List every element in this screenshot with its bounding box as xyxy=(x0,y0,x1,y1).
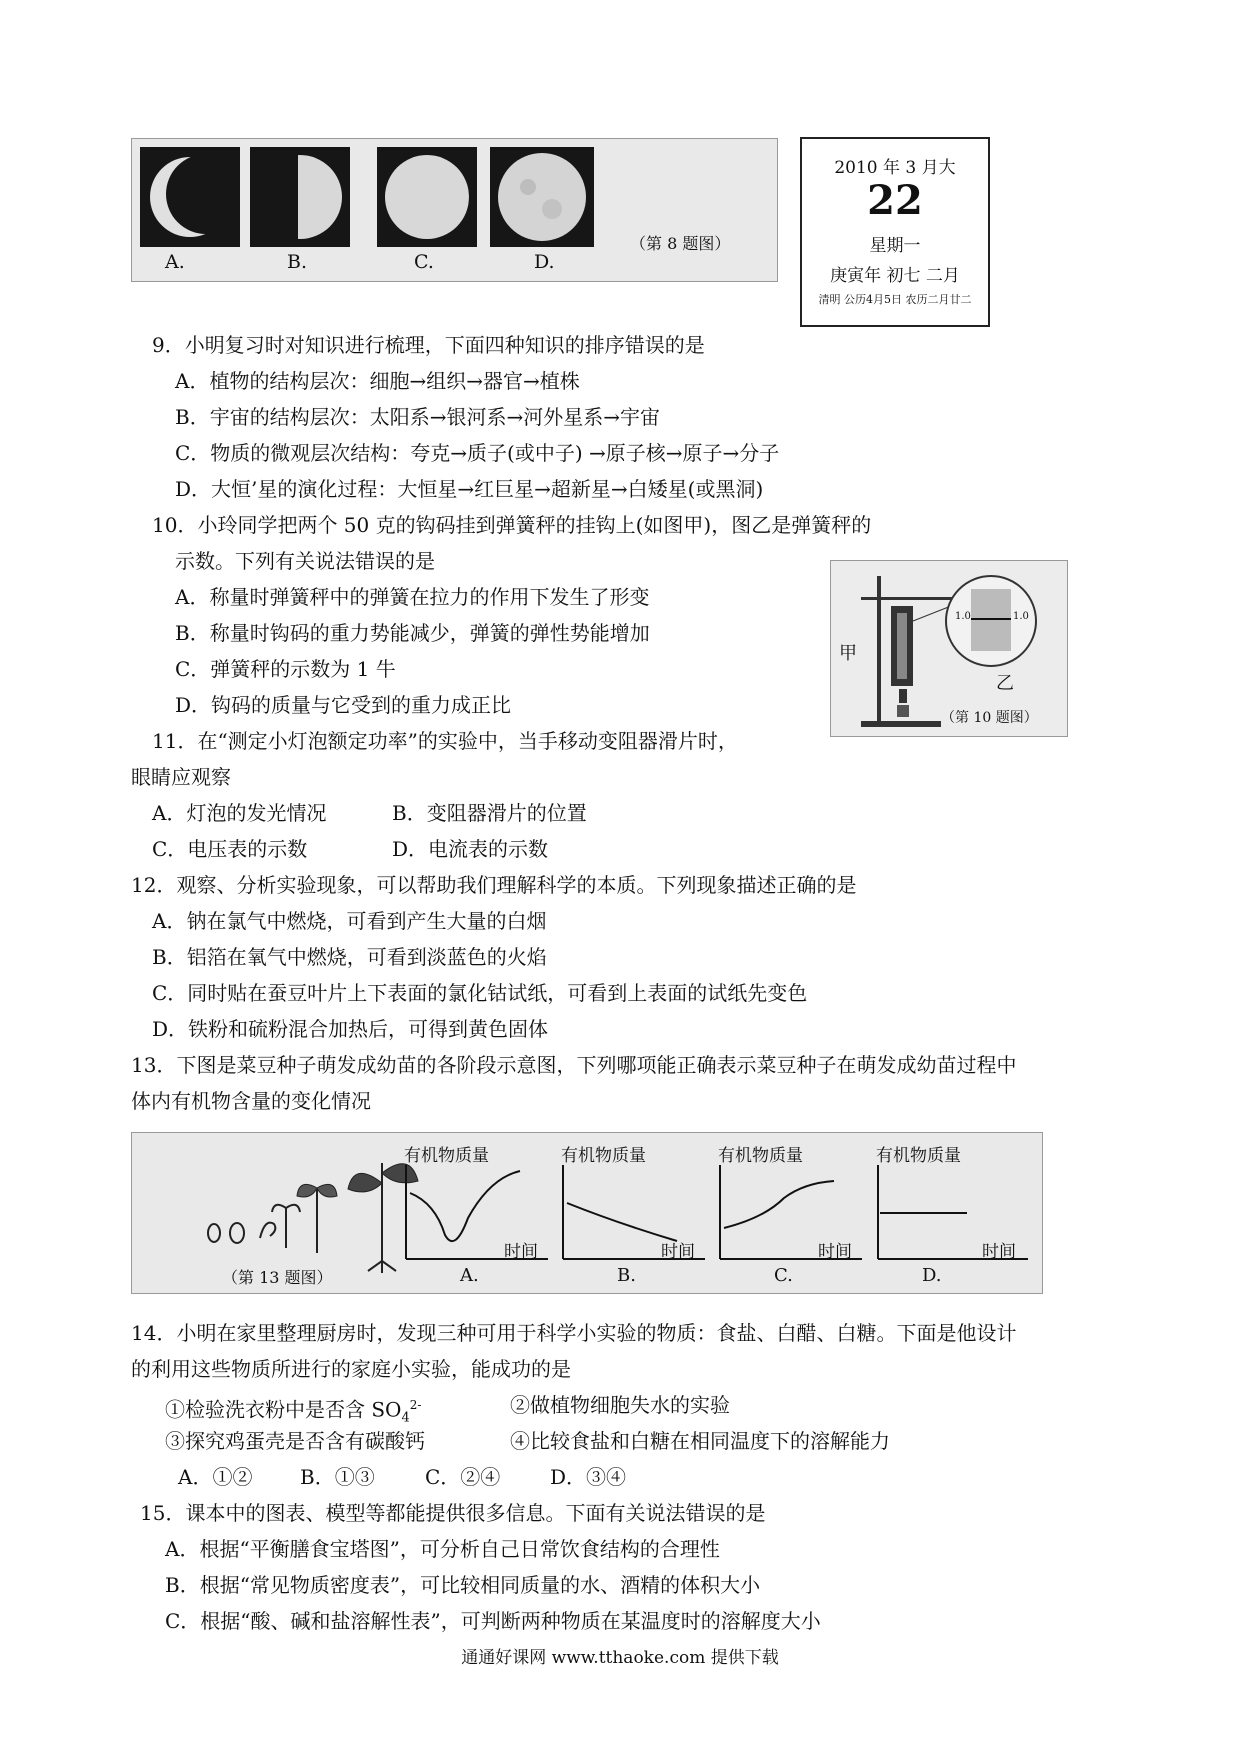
moon-label-d: D. xyxy=(534,251,555,273)
q13-stem-line2: 体内有机物含量的变化情况 xyxy=(131,1089,371,1113)
q10-stem-line1: 10．小玲同学把两个 50 克的钩码挂到弹簧秤的挂钩上(如图甲)，图乙是弹簧秤的 xyxy=(152,513,872,537)
q14-stem-line1: 14．小明在家里整理厨房时，发现三种可用于科学小实验的物质：食盐、白醋、白糖。下面是他设计 xyxy=(131,1321,1017,1345)
q15-option-b: B．根据“常见物质密度表”，可比较相同质量的水、酒精的体积大小 xyxy=(165,1573,761,1597)
chart-b-label: B. xyxy=(617,1265,636,1286)
chart-d-xlabel: 时间 xyxy=(982,1242,1016,1262)
calendar-day: 22 xyxy=(867,177,923,224)
q14-item-1 xyxy=(165,1392,421,1432)
q11-option-c: C．电压表的示数 xyxy=(152,837,308,861)
q11-stem-line2: 眼睛应观察 xyxy=(131,765,231,789)
q14-item-1-sup: 2- xyxy=(409,1398,422,1412)
calendar-lunar: 庚寅年 初七 二月 xyxy=(830,266,960,286)
chart-b-xlabel: 时间 xyxy=(661,1242,695,1262)
chart-a-xlabel: 时间 xyxy=(504,1242,538,1262)
crescent-moon-icon xyxy=(140,147,240,247)
chart-d-ylabel: 有机物质量 xyxy=(876,1146,961,1166)
q15-option-c: C．根据“酸、碱和盐溶解性表”，可判断两种物质在某温度时的溶解度大小 xyxy=(165,1609,821,1633)
chart-c xyxy=(714,1141,864,1289)
fig10-label-yi: 乙 xyxy=(996,673,1014,694)
q10-option-a: A．称量时弹簧秤中的弹簧在拉力的作用下发生了形变 xyxy=(175,585,650,609)
figure-8-moon-phases xyxy=(131,138,778,282)
figure-10-caption: （第 10 题图） xyxy=(941,710,1038,726)
q14-item-2: ②做植物细胞失水的实验 xyxy=(510,1393,730,1417)
q14-item-1-text: ①检验洗衣粉中是否含 SO xyxy=(165,1397,402,1422)
calendar-note: 清明 公历4月5日 农历二月廿二 xyxy=(818,293,972,306)
q9-option-b: B．宇宙的结构层次：太阳系→银河系→河外星系→宇宙 xyxy=(175,405,660,429)
chart-b-ylabel: 有机物质量 xyxy=(561,1146,646,1166)
chart-c-label: C. xyxy=(774,1265,793,1286)
moon-phase-a-image xyxy=(140,147,240,247)
q14-choice-c: C．②④ xyxy=(425,1465,501,1489)
q10-option-c: C．弹簧秤的示数为 1 牛 xyxy=(175,657,396,681)
chart-a xyxy=(400,1141,550,1289)
moon-label-c: C. xyxy=(414,251,434,273)
q9-stem: 9．小明复习时对知识进行梳理，下面四种知识的排序错误的是 xyxy=(152,333,705,357)
moon-phase-c-image xyxy=(377,147,477,247)
chart-c-ylabel: 有机物质量 xyxy=(718,1146,803,1166)
q9-option-c: C．物质的微观层次结构：夸克→质子(或中子) →原子核→原子→分子 xyxy=(175,441,780,465)
q14-stem-line2: 的利用这些物质所进行的家庭小实验，能成功的是 xyxy=(131,1357,571,1381)
chart-c-xlabel: 时间 xyxy=(818,1242,852,1262)
q14-choice-d: D．③④ xyxy=(550,1465,627,1489)
q10-option-d: D．钩码的质量与它受到的重力成正比 xyxy=(175,693,512,717)
calendar-weekday: 星期一 xyxy=(869,236,921,256)
q14-choice-b: B．①③ xyxy=(300,1465,375,1489)
q12-stem: 12．观察、分析实验现象，可以帮助我们理解科学的本质。下列现象描述正确的是 xyxy=(131,873,857,897)
chart-d xyxy=(872,1141,1032,1289)
calendar-page xyxy=(800,137,990,327)
figure-10-spring-scale xyxy=(830,560,1068,737)
moon-label-a: A. xyxy=(165,251,185,273)
q11-option-a: A．灯泡的发光情况 xyxy=(152,801,327,825)
fig10-scale-right: 1.0 xyxy=(1013,611,1029,622)
q12-option-c: C．同时贴在蚕豆叶片上下表面的氯化钴试纸，可看到上表面的试纸先变色 xyxy=(152,981,808,1005)
q13-stem-line1: 13．下图是菜豆种子萌发成幼苗的各阶段示意图，下列哪项能正确表示菜豆种子在萌发成幼苗过程中 xyxy=(131,1053,1017,1077)
q12-option-d: D．铁粉和硫粉混合加热后，可得到黄色固体 xyxy=(152,1017,549,1041)
moon-phase-b-image xyxy=(250,147,350,247)
chart-a-label: A. xyxy=(460,1265,479,1286)
half-moon-icon xyxy=(250,147,350,247)
q10-stem-line2: 示数。下列有关说法错误的是 xyxy=(175,549,435,573)
q9-option-d: D．大恒’星的演化过程：大恒星→红巨星→超新星→白矮星(或黑洞) xyxy=(175,477,764,501)
calendar-month: 2010 年 3 月大 xyxy=(834,158,956,178)
figure-13-seed-germination xyxy=(131,1132,1043,1294)
chart-b xyxy=(557,1141,707,1289)
q11-option-d: D．电流表的示数 xyxy=(392,837,549,861)
q12-option-a: A．钠在氯气中燃烧，可看到产生大量的白烟 xyxy=(152,909,547,933)
q11-option-b: B．变阻器滑片的位置 xyxy=(392,801,587,825)
chart-d-label: D. xyxy=(922,1265,942,1286)
gibbous-moon-icon xyxy=(377,147,477,247)
q14-item-4: ④比较食盐和白糖在相同温度下的溶解能力 xyxy=(510,1429,890,1453)
fig10-scale-left: 1.0 xyxy=(955,611,971,622)
q14-choice-a: A．①② xyxy=(178,1465,253,1489)
q11-stem-line1: 11．在“测定小灯泡额定功率”的实验中，当手移动变阻器滑片时， xyxy=(152,729,738,753)
figure-8-caption: （第 8 题图） xyxy=(630,234,731,253)
q12-option-b: B．铝箔在氧气中燃烧，可看到淡蓝色的火焰 xyxy=(152,945,547,969)
q15-option-a: A．根据“平衡膳食宝塔图”，可分析自己日常饮食结构的合理性 xyxy=(165,1537,720,1561)
q15-stem: 15．课本中的图表、模型等都能提供很多信息。下面有关说法错误的是 xyxy=(140,1501,766,1525)
chart-a-ylabel: 有机物质量 xyxy=(404,1146,489,1166)
fig10-label-jia: 甲 xyxy=(839,643,857,664)
q9-option-a: A．植物的结构层次：细胞→组织→器官→植株 xyxy=(175,369,580,393)
q14-item-3: ③探究鸡蛋壳是否含有碳酸钙 xyxy=(165,1429,425,1453)
moon-phase-d-image xyxy=(490,147,594,247)
page-footer: 通通好课网 www.tthaoke.com 提供下载 xyxy=(461,1648,779,1668)
q14-item-1-sub: 4 xyxy=(401,1410,410,1426)
figure-13-caption: （第 13 题图） xyxy=(222,1268,333,1287)
full-moon-icon xyxy=(490,147,594,247)
q10-option-b: B．称量时钩码的重力势能减少，弹簧的弹性势能增加 xyxy=(175,621,650,645)
moon-label-b: B. xyxy=(287,251,308,273)
